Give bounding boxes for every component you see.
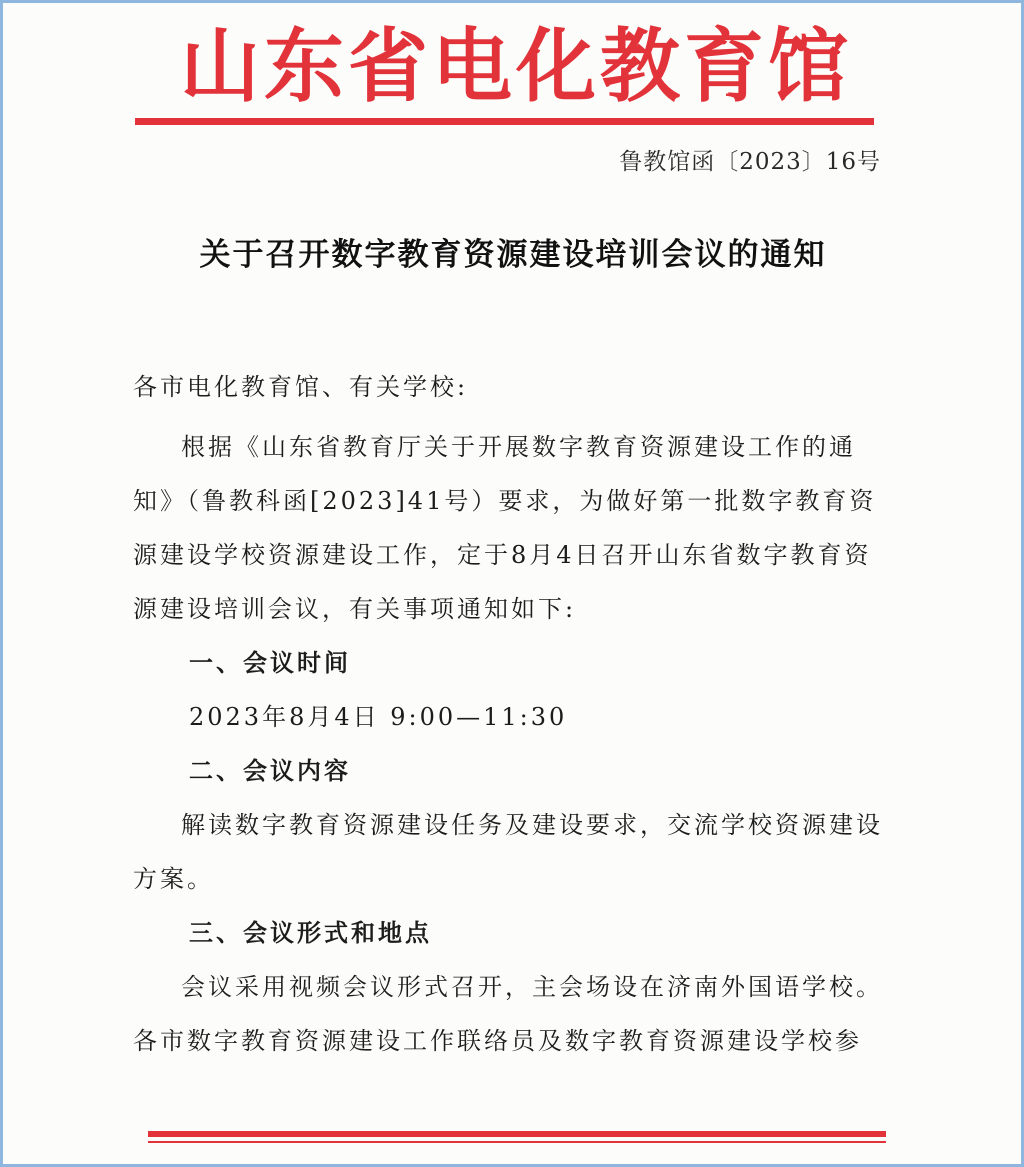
section-body-time: 2023年8月4日 9:00—11:30 bbox=[189, 703, 568, 731]
document-body bbox=[133, 360, 893, 1068]
addressee: 各市电化教育馆、有关学校: bbox=[133, 373, 469, 401]
section-heading-content: 二、会议内容 bbox=[189, 757, 351, 785]
footer-red-rule-thin bbox=[148, 1141, 886, 1143]
letterhead-red-rule bbox=[135, 118, 874, 125]
letterhead-org-name: 山东省电化教育馆 bbox=[180, 20, 852, 113]
footer-red-rule bbox=[148, 1131, 886, 1137]
intro-paragraph: 根据《山东省教育厅关于开展数字教育资源建设工作的通知》（鲁教科函[2023]41号）要求，为做好第一批数字教育资源建设学校资源建设工作，定于8月4日召开山东省数字教育资源建设培训会议，有关事项通知如下: bbox=[133, 433, 877, 623]
document-title: 关于召开数字教育资源建设培训会议的通知 bbox=[199, 237, 827, 273]
document-reference-number: 鲁教馆函〔2023〕16号 bbox=[619, 149, 881, 175]
section-body-content: 解读数字教育资源建设任务及建设要求，交流学校资源建设方案。 bbox=[133, 811, 883, 893]
section-body-format-location: 会议采用视频会议形式召开，主会场设在济南外国语学校。各市数字教育资源建设工作联络员及数字教育资源建设学校参 bbox=[133, 973, 883, 1055]
section-heading-time: 一、会议时间 bbox=[189, 649, 351, 677]
section-heading-format-location: 三、会议形式和地点 bbox=[189, 919, 432, 947]
